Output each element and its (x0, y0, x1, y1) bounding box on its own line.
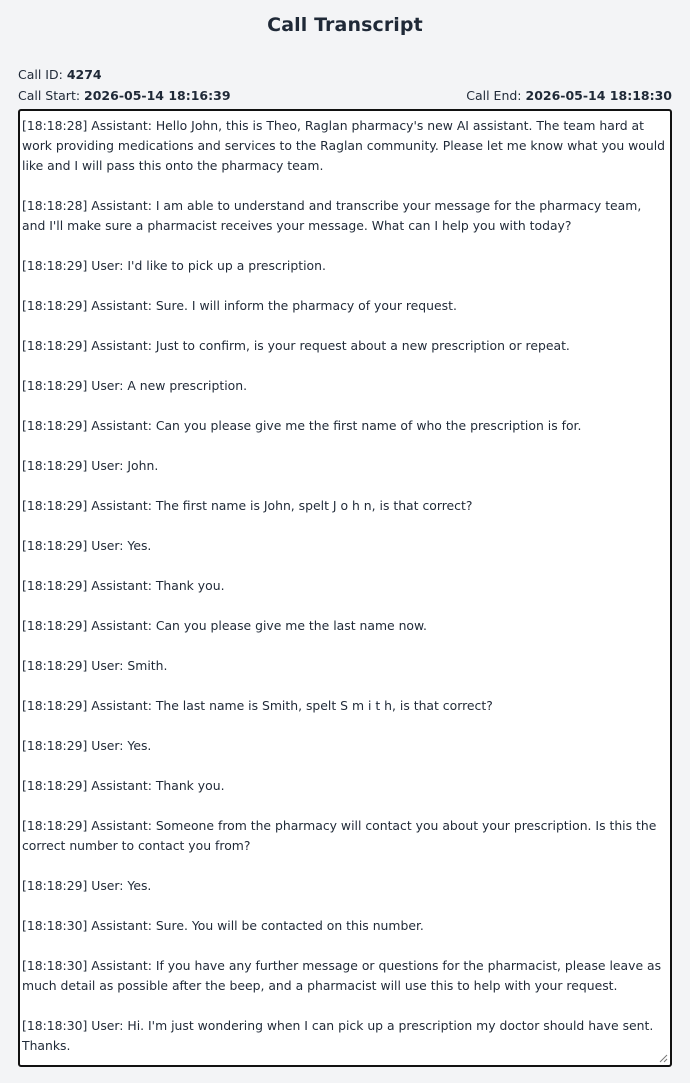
transcript-textarea[interactable] (18, 109, 672, 1067)
call-start-row (18, 88, 231, 103)
call-start-value: 2026-05-14 18:16:39 (84, 88, 231, 103)
transcript-line: [18:18:29] Assistant: Just to confirm, is your request about a new prescription or repeat. (22, 338, 570, 353)
transcript-line: [18:18:29] User: Yes. (22, 538, 152, 553)
transcript-line: [18:18:28] Assistant: I am able to understand and transcribe your message for the pharmacy team, and I'll make sure a pharmacist receives your message. What can I help you with today? (22, 198, 642, 233)
transcript-line: [18:18:29] User: Yes. (22, 738, 152, 753)
transcript-line: [18:18:29] Assistant: Thank you. (22, 578, 225, 593)
transcript-line: [18:18:30] Assistant: If you have any further message or questions for the pharmacist, please leave as much detail as possible after the beep, and a pharmacist will use this to help with your request. (22, 958, 662, 993)
transcript-line: [18:18:29] Assistant: Someone from the pharmacy will contact you about your prescription. Is this the correct number to contact you from? (22, 818, 657, 853)
transcript-line: [18:18:29] User: I'd like to pick up a prescription. (22, 258, 326, 273)
transcript-line: [18:18:29] Assistant: Can you please give me the first name of who the prescription is for. (22, 418, 582, 433)
call-end-row (466, 88, 672, 103)
transcript-line: [18:18:29] Assistant: Thank you. (22, 778, 225, 793)
transcript-line: [18:18:29] Assistant: The last name is Smith, spelt S m i t h, is that correct? (22, 698, 493, 713)
call-end-value: 2026-05-14 18:18:30 (525, 88, 672, 103)
transcript-line: [18:18:29] User: Yes. (22, 878, 152, 893)
transcript-line: [18:18:29] Assistant: Sure. I will inform the pharmacy of your request. (22, 298, 457, 313)
transcript-line: [18:18:29] User: A new prescription. (22, 378, 248, 393)
page-title: Call Transcript (267, 14, 423, 36)
transcript-line: [18:18:29] Assistant: Can you please give me the last name now. (22, 618, 427, 633)
transcript-line: [18:18:28] Assistant: Hello John, this is Theo, Raglan pharmacy's new AI assistant. The team hard at work providing medications and services to the Raglan community. Please let me know what you would like and I will pass this onto the pharmacy team. (22, 118, 666, 173)
transcript-content[interactable] (20, 111, 670, 1067)
transcript-line: [18:18:29] User: Smith. (22, 658, 168, 673)
call-id-value: 4274 (66, 67, 102, 82)
call-start-label: Call Start: (18, 88, 85, 103)
resize-grip-icon[interactable] (659, 1054, 668, 1063)
transcript-line: [18:18:30] Assistant: Sure. You will be contacted on this number. (22, 918, 424, 933)
call-end-label: Call End: (466, 88, 526, 103)
transcript-line: [18:18:29] User: John. (22, 458, 159, 473)
call-id-row (18, 67, 102, 82)
call-id-label: Call ID: (18, 67, 67, 82)
transcript-line: [18:18:30] User: Hi. I'm just wondering when I can pick up a prescription my doctor should have sent. Thanks. (22, 1018, 654, 1053)
transcript-line: [18:18:29] Assistant: The first name is John, spelt J o h n, is that correct? (22, 498, 473, 513)
